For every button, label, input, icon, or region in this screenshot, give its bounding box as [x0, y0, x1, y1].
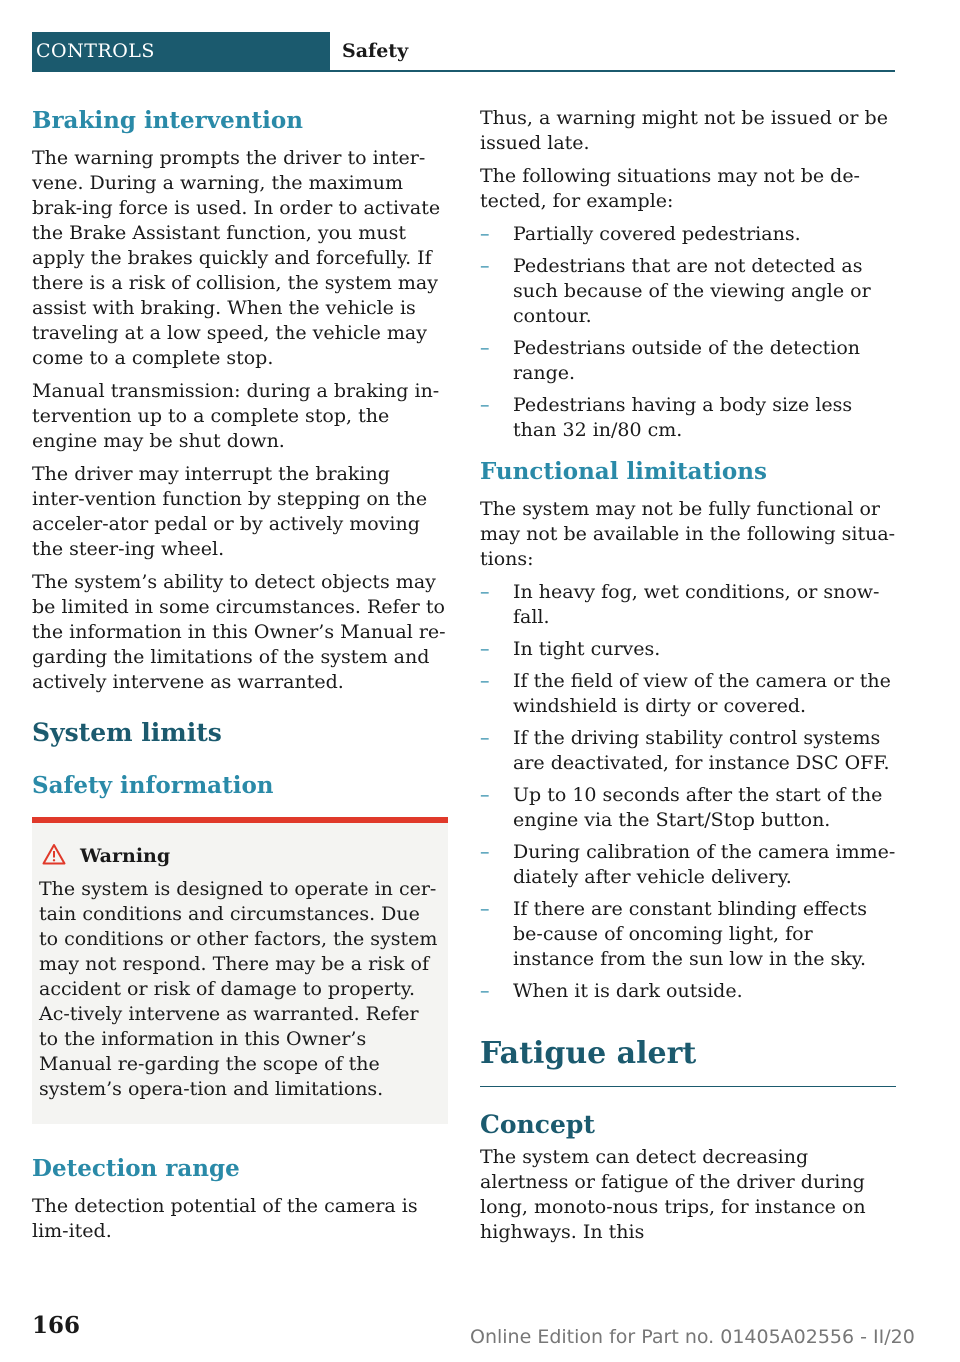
warning-title: Warning	[80, 845, 171, 867]
list-item-text: When it is dark outside.	[513, 980, 743, 1002]
left-column	[32, 106, 448, 1252]
dash-bullet: –	[480, 638, 490, 660]
section-label: CONTROLS	[32, 32, 330, 70]
safety-information-heading: Safety information	[32, 772, 274, 799]
list-item	[480, 840, 896, 890]
list-item	[480, 254, 896, 329]
dash-bullet: –	[480, 841, 490, 863]
list-item-text: Pedestrians having a body size less than 32 in/80 cm.	[513, 394, 853, 441]
right-paragraph-1: Thus, a warning might not be issued or be issued late.	[480, 107, 888, 154]
list-item-text: Up to 10 seconds after the start of the engine via the Start/Stop button.	[513, 784, 883, 831]
braking-paragraph-3: The driver may interrupt the braking inter-vention function by stepping on the acceler-ator pedal or by actively moving the steer-ing wheel.	[32, 463, 428, 560]
dash-bullet: –	[480, 394, 490, 416]
warning-text: The system is designed to operate in cer-tain conditions and circumstances. Due to conditions or other factors, the system may not respond. There may be a risk of accident or risk of damage to property. Ac-tively intervene as warranted. Refer to the information in this Owner’s Manual re-garding the scope of the system’s opera-tion and limitations.	[39, 878, 438, 1100]
dash-bullet: –	[480, 670, 490, 692]
list-item	[480, 783, 896, 833]
dash-bullet: –	[480, 223, 490, 245]
braking-intervention-heading: Braking intervention	[32, 107, 303, 134]
list-item	[480, 637, 896, 662]
list-item-text: In heavy fog, wet conditions, or snow-fall.	[513, 581, 880, 628]
list-item-text: During calibration of the camera imme-diately after vehicle delivery.	[513, 841, 896, 888]
right-column	[480, 106, 896, 1253]
list-item	[480, 669, 896, 719]
list-item-text: In tight curves.	[513, 638, 661, 660]
right-paragraph-2: The following situations may not be de-tected, for example:	[480, 165, 860, 212]
dash-bullet: –	[480, 980, 490, 1002]
dash-bullet: –	[480, 255, 490, 277]
system-limits-heading: System limits	[32, 718, 222, 747]
list-item-text: If there are constant blinding effects be-cause of oncoming light, for instance from the sun low in the sky.	[513, 898, 867, 970]
detection-range-heading: Detection range	[32, 1155, 240, 1182]
braking-paragraph-4: The system’s ability to detect objects may be limited in some circumstances. Refer to the information in this Owner’s Manual re-garding the limitations of the system and actively intervene as warranted.	[32, 571, 446, 693]
dash-bullet: –	[480, 581, 490, 603]
list-item	[480, 393, 896, 443]
list-item	[480, 336, 896, 386]
list-item	[480, 897, 896, 972]
concept-paragraph: The system can detect decreasing alertness or fatigue of the driver during long, monoto-nous trips, for instance on highways. In this	[480, 1146, 866, 1243]
braking-paragraph-1: The warning prompts the driver to inter-vene. During a warning, the maximum brak-ing force is used. In order to activate the Brake Assistant function, you must apply the brakes quickly and forcefully. If there is a risk of collision, the system may assist with braking. When the vehicle is traveling at a low speed, the vehicle may come to a complete stop.	[32, 147, 441, 369]
undetected-situations-list	[480, 222, 896, 443]
online-edition-footer: Online Edition for Part no. 01405A02556 - II/20	[470, 1326, 915, 1348]
detection-paragraph: The detection potential of the camera is lim-ited.	[32, 1195, 418, 1242]
dash-bullet: –	[480, 784, 490, 806]
warning-title-row	[39, 843, 438, 869]
warning-box	[32, 817, 448, 1124]
braking-paragraph-2: Manual transmission: during a braking in-tervention up to a complete stop, the engine may be shut down.	[32, 380, 440, 452]
list-item-text: Pedestrians that are not detected as such because of the viewing angle or contour.	[513, 255, 871, 327]
dash-bullet: –	[480, 898, 490, 920]
page-number: 166	[32, 1312, 81, 1339]
list-item-text: If the field of view of the camera or the windshield is dirty or covered.	[513, 670, 891, 717]
dash-bullet: –	[480, 337, 490, 359]
dash-bullet: –	[480, 727, 490, 749]
chapter-label: Safety	[342, 40, 409, 62]
functional-limitations-heading: Functional limitations	[480, 458, 767, 485]
page-header	[32, 32, 895, 72]
list-item-text: Partially covered pedestrians.	[513, 223, 801, 245]
warning-triangle-icon	[42, 843, 66, 865]
list-item	[480, 580, 896, 630]
list-item-text: If the driving stability control systems are deactivated, for instance DSC OFF.	[513, 727, 890, 774]
list-item	[480, 222, 896, 247]
list-item-text: Pedestrians outside of the detection range.	[513, 337, 861, 384]
fatigue-alert-heading: Fatigue alert	[480, 1034, 896, 1087]
functional-paragraph: The system may not be fully functional or may not be available in the following situa-tions:	[480, 498, 896, 570]
list-item	[480, 726, 896, 776]
list-item	[480, 979, 896, 1004]
concept-heading: Concept	[480, 1110, 595, 1139]
functional-limitations-list	[480, 580, 896, 1004]
